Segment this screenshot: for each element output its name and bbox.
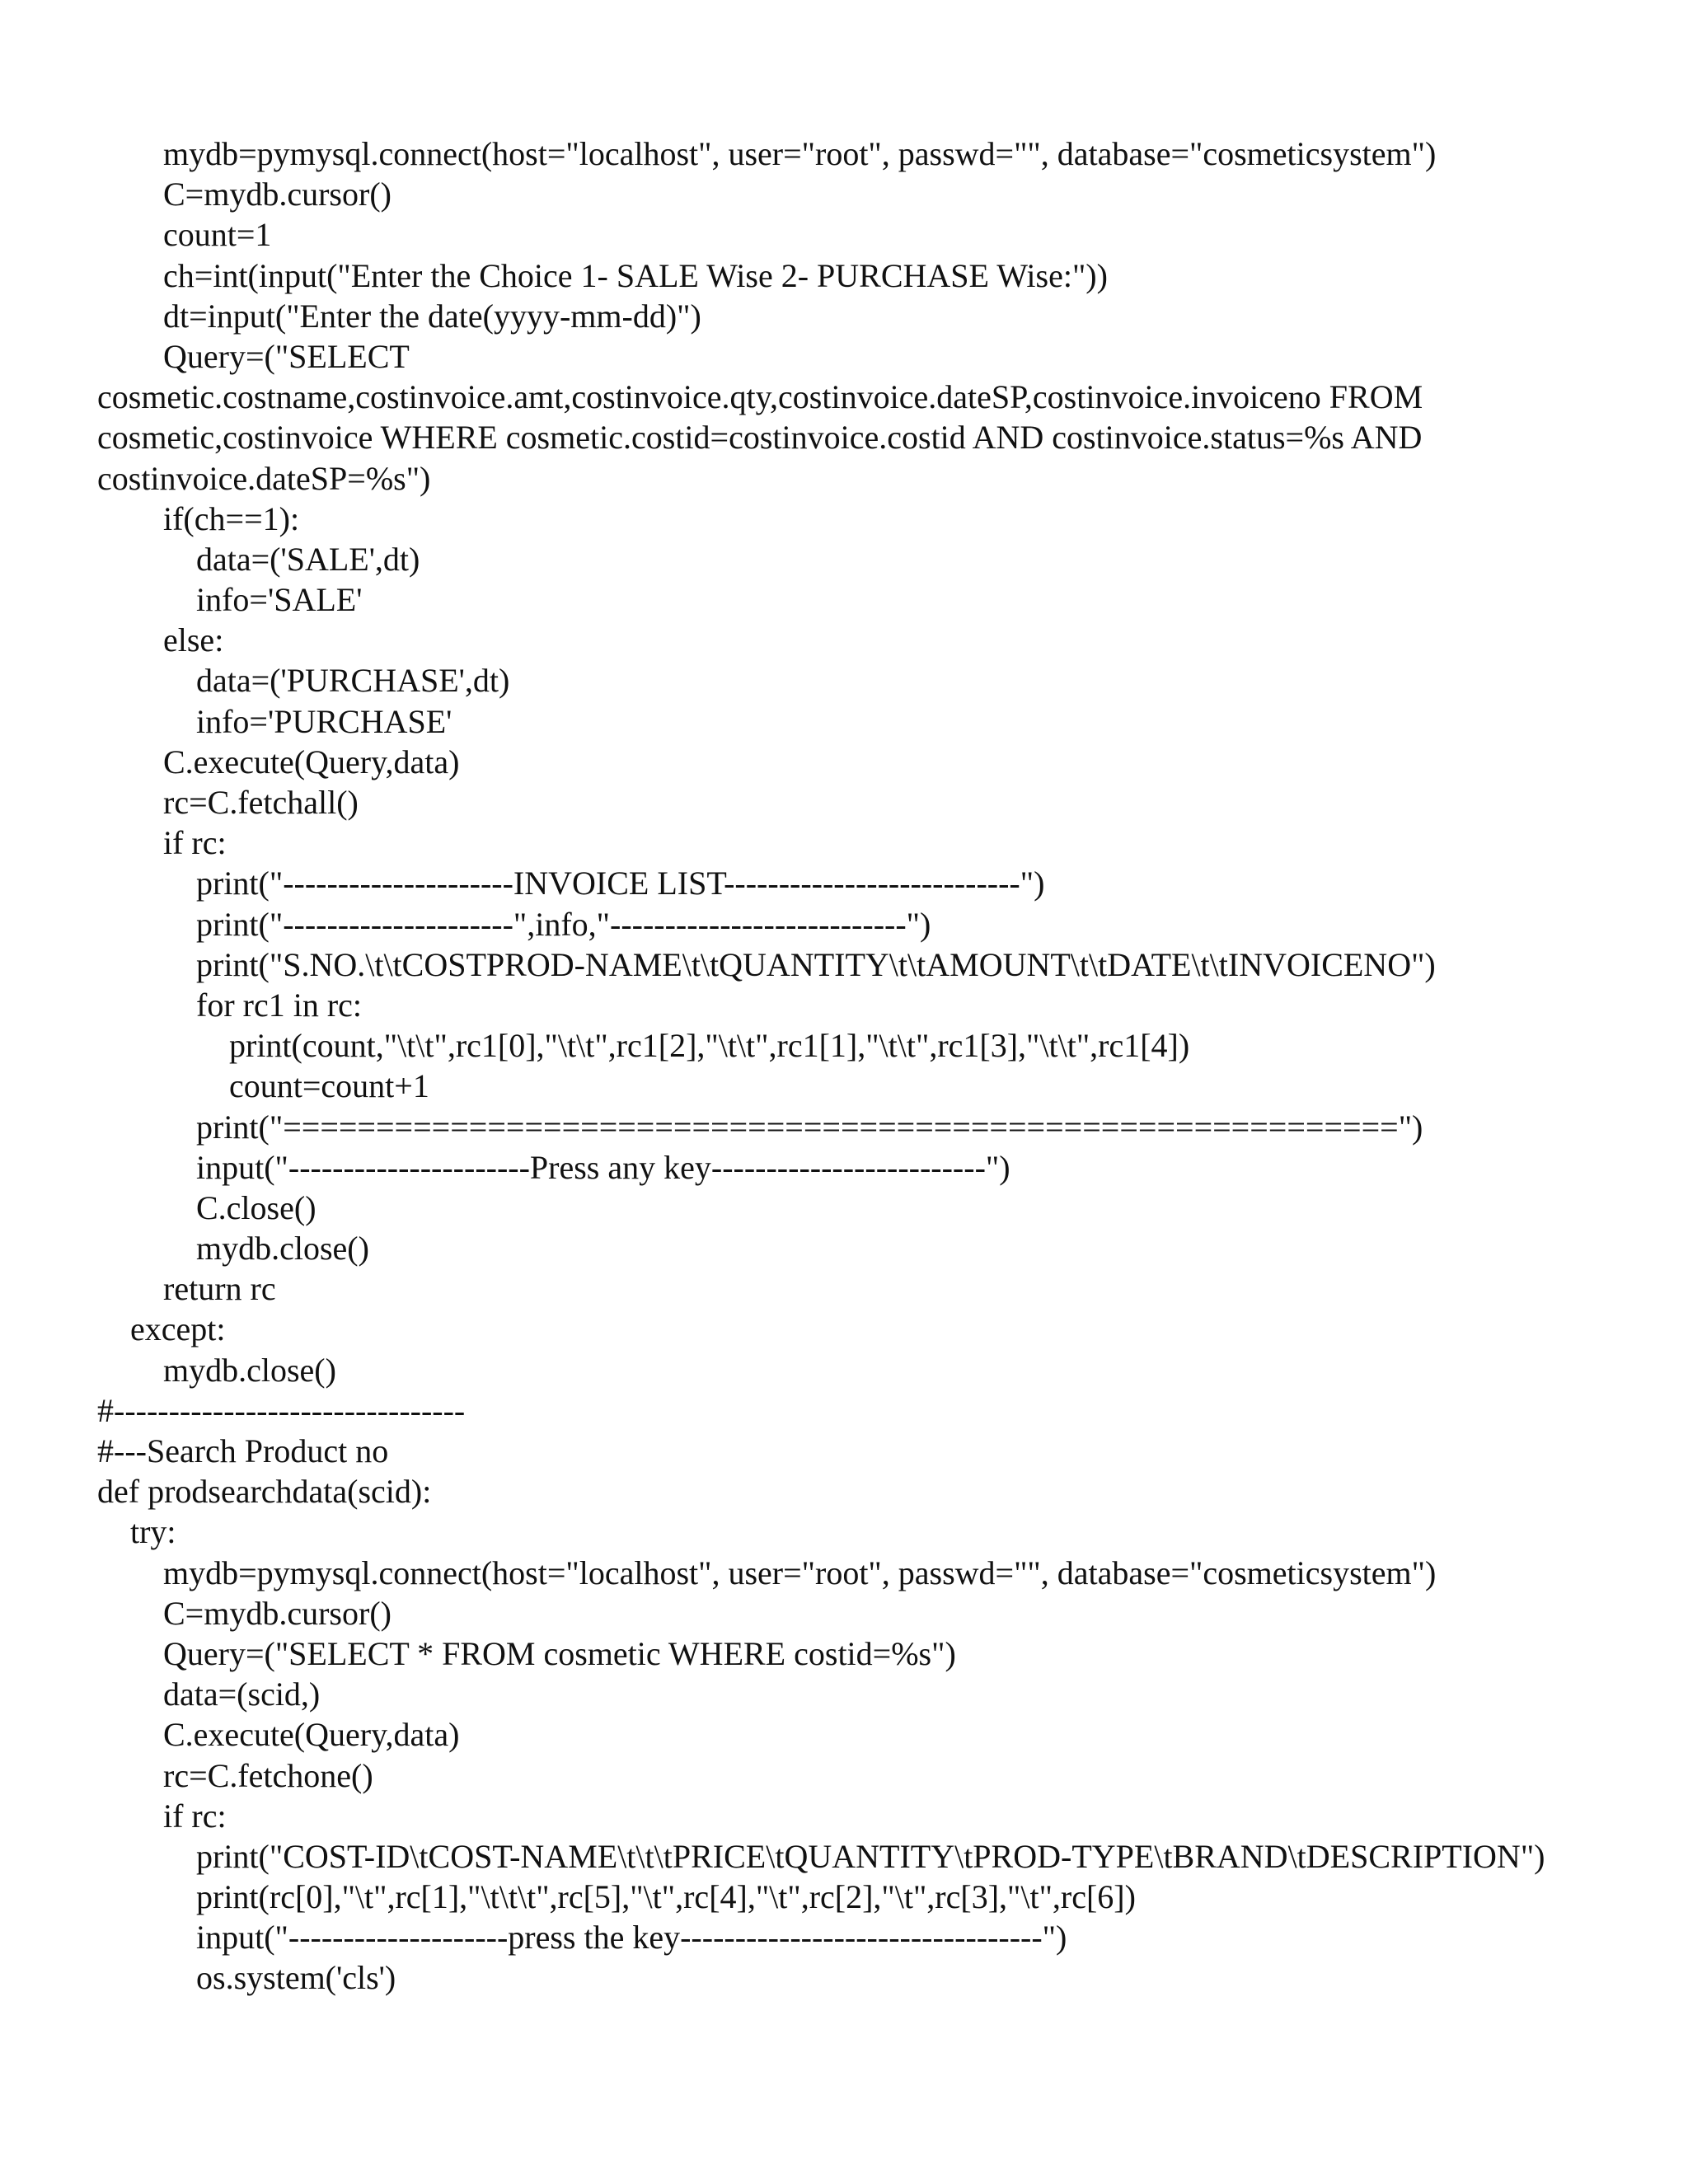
code-line: #---Search Product no xyxy=(97,1432,389,1469)
code-line: print("---------------------INVOICE LIST---------------------------") xyxy=(196,865,1045,902)
code-line: costinvoice.dateSP=%s") xyxy=(97,459,431,497)
code-line: cosmetic.costname,costinvoice.amt,costinvoice.qty,costinvoice.dateSP,costinvoice.invoiceno FROM xyxy=(97,378,1423,416)
code-line: for rc1 in rc: xyxy=(196,986,363,1024)
code-line: print("COST-ID\tCOST-NAME\t\t\tPRICE\tQUANTITY\tPROD-TYPE\tBRAND\tDESCRIPTION") xyxy=(196,1837,1545,1875)
code-line: count=1 xyxy=(163,216,272,254)
code-line: input("----------------------Press any key-------------------------") xyxy=(196,1148,1010,1186)
code-line: return rc xyxy=(163,1270,276,1308)
code-line: data=(scid,) xyxy=(163,1675,321,1713)
code-line: C.execute(Query,data) xyxy=(163,1716,460,1754)
code-line: if rc: xyxy=(163,1797,227,1835)
code-line: print("---------------------",info,"---------------------------") xyxy=(196,905,931,943)
code-line: input("--------------------press the key---------------------------------") xyxy=(196,1919,1067,1957)
code-line: print(rc[0],"\t",rc[1],"\t\t\t",rc[5],"\t",rc[4],"\t",rc[2],"\t",rc[3],"\t",rc[6]) xyxy=(196,1878,1136,1916)
code-line: try: xyxy=(130,1513,176,1551)
code-line: data=('PURCHASE',dt) xyxy=(196,662,510,700)
code-line: cosmetic,costinvoice WHERE cosmetic.costid=costinvoice.costid AND costinvoice.status=%s AND xyxy=(97,419,1423,457)
code-line: except: xyxy=(130,1310,226,1348)
code-line: print(count,"\t\t",rc1[0],"\t\t",rc1[2],"\t\t",rc1[1],"\t\t",rc1[3],"\t\t",rc1[4]) xyxy=(229,1027,1190,1065)
code-line: rc=C.fetchall() xyxy=(163,784,359,821)
code-line: Query=("SELECT xyxy=(163,337,410,375)
code-line: def prodsearchdata(scid): xyxy=(97,1473,432,1511)
code-line: print("S.NO.\t\tCOSTPROD-NAME\t\tQUANTITY\t\tAMOUNT\t\tDATE\t\tINVOICENO") xyxy=(196,945,1436,983)
code-line: info='PURCHASE' xyxy=(196,702,452,740)
code-line: C=mydb.cursor() xyxy=(163,1594,392,1632)
code-line: Query=("SELECT * FROM cosmetic WHERE costid=%s") xyxy=(163,1634,956,1672)
code-line: if(ch==1): xyxy=(163,499,300,537)
code-line: mydb.close() xyxy=(196,1230,369,1268)
code-line: C=mydb.cursor() xyxy=(163,176,392,213)
code-line: data=('SALE',dt) xyxy=(196,540,420,578)
code-listing xyxy=(0,134,1688,1999)
code-line: os.system('cls') xyxy=(196,1959,396,1997)
code-line: mydb.close() xyxy=(163,1351,336,1389)
code-line: count=count+1 xyxy=(229,1067,429,1105)
code-line: mydb=pymysql.connect(host="localhost", user="root", passwd="", database="cosmeticsystem") xyxy=(163,135,1437,172)
code-line: print("============================================================") xyxy=(196,1108,1423,1146)
code-line: C.execute(Query,data) xyxy=(163,743,460,780)
code-line: #-------------------------------- xyxy=(97,1391,466,1429)
code-line: info='SALE' xyxy=(196,581,363,619)
code-line: else: xyxy=(163,621,224,659)
code-line: C.close() xyxy=(196,1188,316,1226)
code-line: ch=int(input("Enter the Choice 1- SALE Wise 2- PURCHASE Wise:")) xyxy=(163,256,1108,294)
code-line: dt=input("Enter the date(yyyy-mm-dd)") xyxy=(163,297,701,335)
code-line: mydb=pymysql.connect(host="localhost", user="root", passwd="", database="cosmeticsystem") xyxy=(163,1554,1437,1591)
code-line: rc=C.fetchone() xyxy=(163,1756,373,1794)
code-line: if rc: xyxy=(163,824,227,862)
